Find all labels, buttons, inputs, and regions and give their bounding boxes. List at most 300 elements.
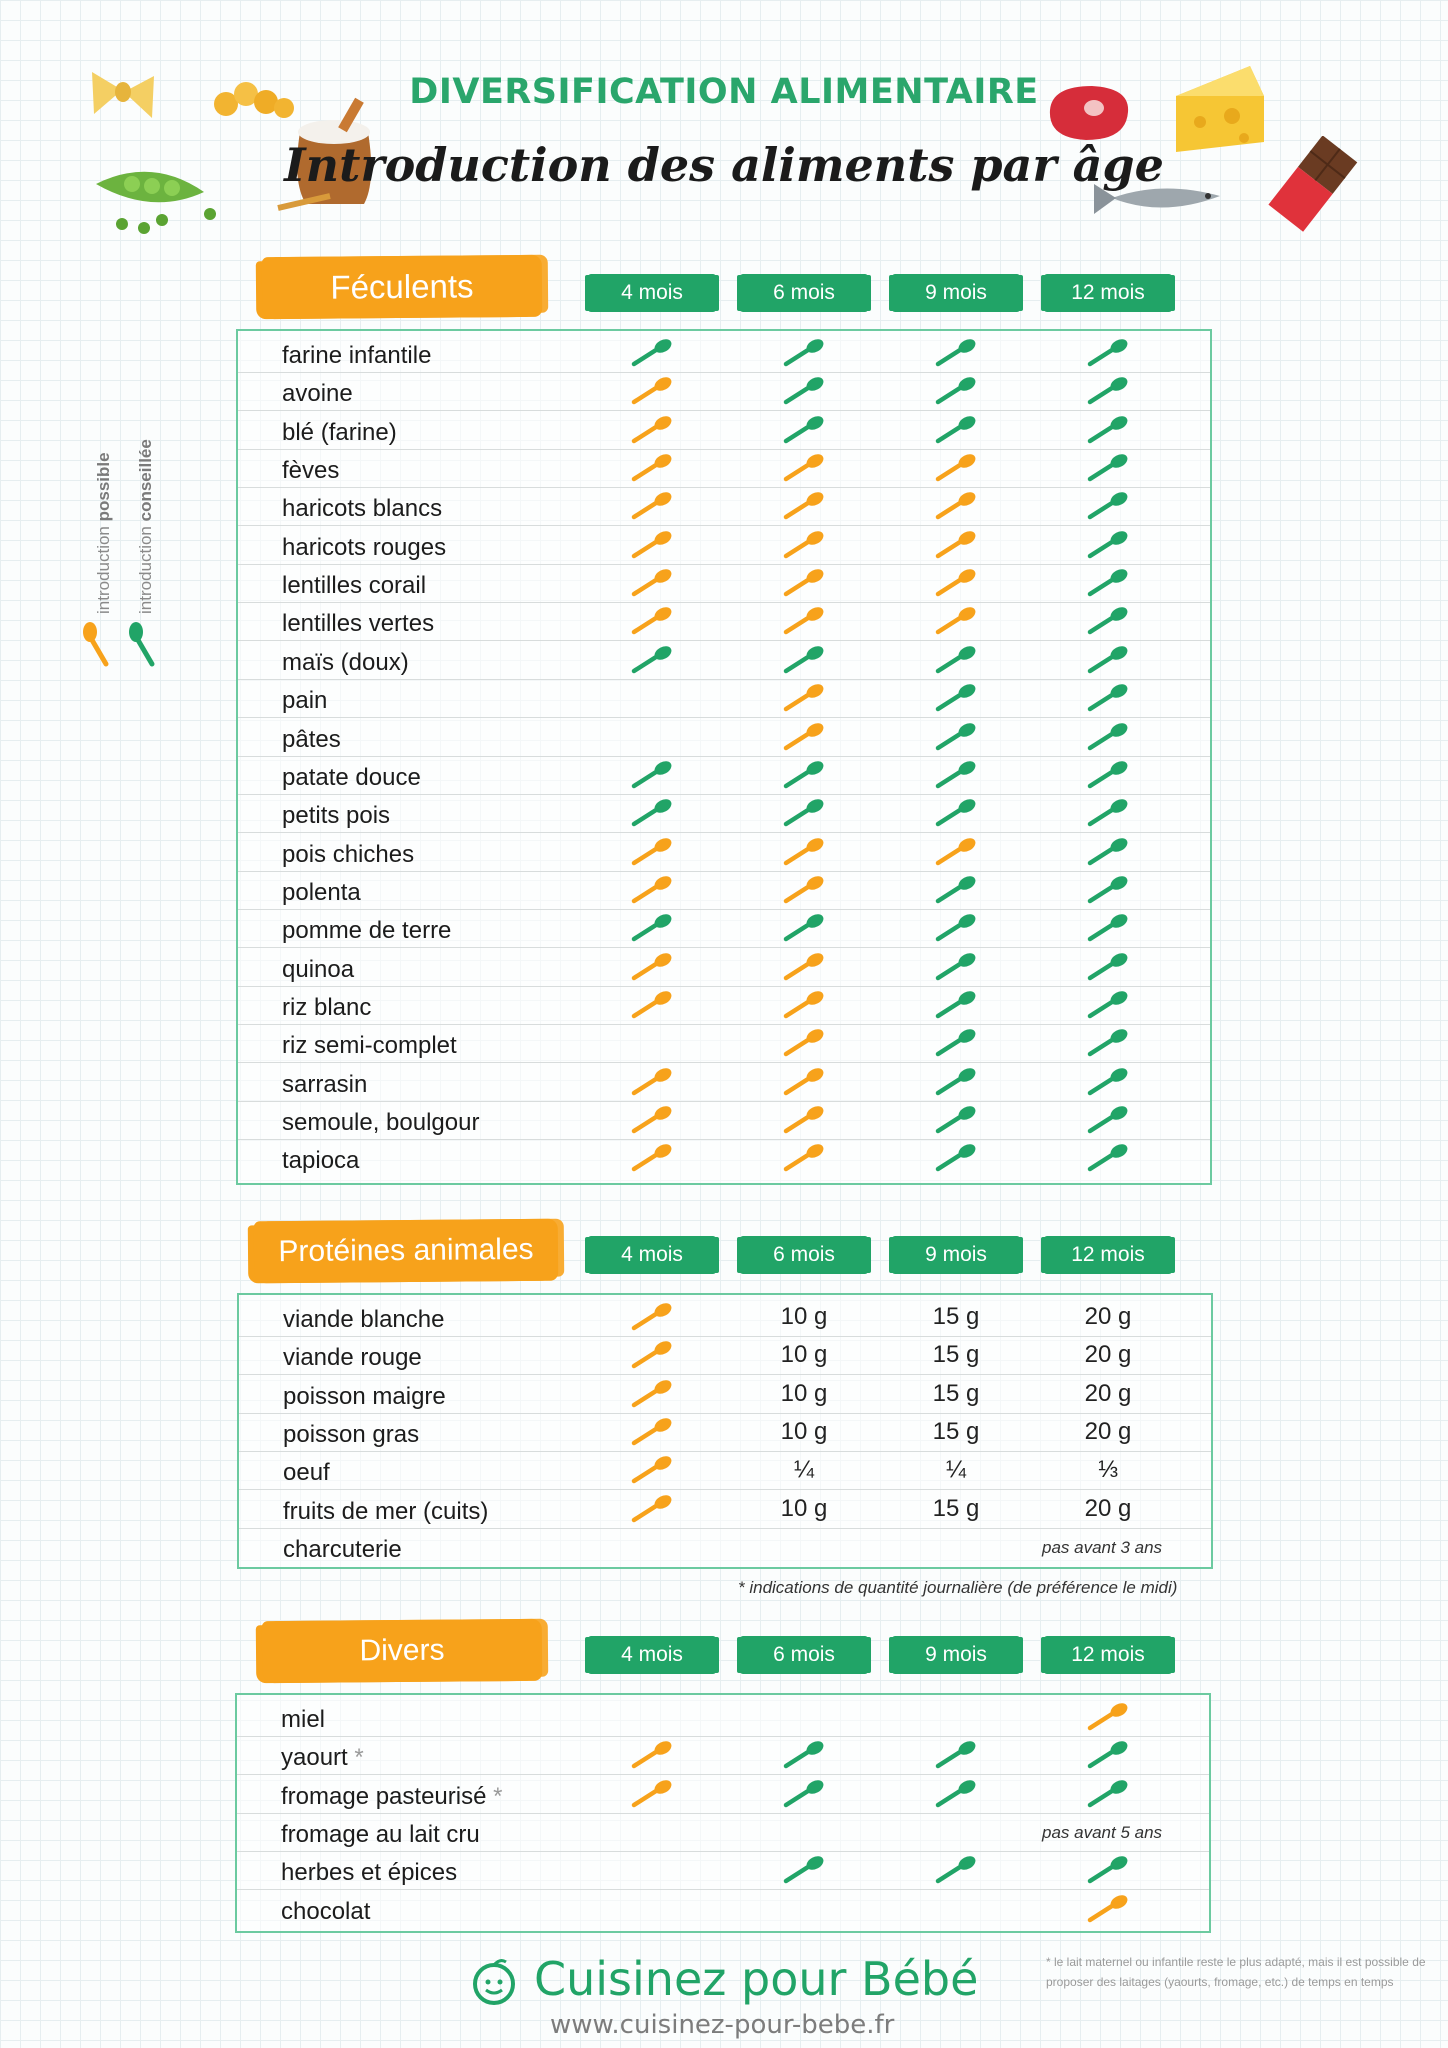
cell-12-mois	[1068, 1024, 1148, 1062]
green-spoon-icon	[629, 798, 675, 828]
orange-spoon-icon	[933, 837, 979, 867]
food-label: petits pois	[282, 802, 391, 830]
green-spoon-icon	[781, 338, 827, 368]
cell-12-mois	[1068, 756, 1148, 794]
cell-9-mois	[916, 449, 996, 487]
orange-spoon-icon	[933, 606, 979, 636]
food-label: farine infantile	[282, 342, 432, 369]
orange-spoon-icon	[781, 1143, 827, 1173]
cell-6-mois	[764, 411, 844, 449]
food-label: chocolat	[281, 1897, 371, 1925]
green-spoon-icon	[933, 1067, 979, 1097]
orange-spoon-icon	[781, 453, 827, 483]
footer-note: * le lait maternel ou infantile reste le plus adapté, mais il est possible de proposer des laitages (yaourts, fromage, etc.) de temps en temps	[1046, 1955, 1426, 1989]
cell-6-mois	[764, 756, 844, 794]
orange-spoon-icon	[781, 1105, 827, 1135]
green-spoon-icon	[1085, 760, 1131, 790]
orange-spoon-icon	[781, 952, 827, 982]
green-spoon-icon	[1085, 453, 1131, 483]
green-spoon-icon	[1085, 1855, 1131, 1885]
orange-spoon-icon	[933, 568, 979, 598]
cell-6-mois	[764, 334, 844, 372]
column-header-6-mois: 6 mois	[740, 1636, 868, 1674]
cell-4-mois	[612, 1139, 692, 1177]
table-row	[239, 1336, 1211, 1375]
section-title-feculents: Féculents	[262, 255, 543, 319]
table-row	[237, 1813, 1209, 1852]
food-label: charcuterie	[283, 1536, 402, 1564]
orange-spoon-icon	[781, 722, 827, 752]
green-spoon-icon	[629, 338, 675, 368]
green-spoon-icon	[781, 760, 827, 790]
cell-6-mois: ¼	[793, 1456, 814, 1484]
green-spoon-icon	[1085, 568, 1131, 598]
green-spoon-icon	[933, 990, 979, 1020]
cell-12-mois: 20 g	[1084, 1303, 1132, 1330]
table-row	[239, 1375, 1211, 1414]
cell-9-mois	[916, 1139, 996, 1177]
cell-12-mois	[1068, 372, 1148, 410]
orange-spoon-icon	[629, 1105, 675, 1135]
cell-4-mois	[612, 1063, 692, 1101]
green-spoon-icon	[933, 1105, 979, 1135]
table-row	[239, 1298, 1211, 1337]
cell-9-mois	[916, 487, 996, 525]
footnote-star: *	[347, 1744, 364, 1772]
cell-12-mois: 20 g	[1084, 1341, 1132, 1369]
cell-6-mois: 10 g	[780, 1418, 828, 1446]
green-spoon-icon	[1085, 683, 1131, 713]
table-row	[237, 1736, 1209, 1775]
cell-4-mois	[612, 1336, 692, 1374]
green-spoon-icon	[1085, 798, 1131, 828]
cell-9-mois	[916, 1736, 996, 1774]
food-label: poisson maigre	[283, 1382, 446, 1410]
cell-4-mois	[612, 411, 692, 449]
cell-12-mois	[1068, 948, 1148, 986]
cell-12-mois: 20 g	[1084, 1379, 1132, 1407]
green-spoon-icon	[1085, 1105, 1131, 1135]
orange-spoon-icon	[629, 1455, 675, 1485]
orange-spoon-icon	[629, 990, 675, 1020]
food-label: sarrasin	[282, 1070, 368, 1098]
cell-12-mois	[1068, 833, 1148, 871]
cell-6-mois: 10 g	[780, 1494, 828, 1522]
cell-6-mois	[764, 948, 844, 986]
table-row	[238, 372, 1210, 411]
cell-12-mois	[1068, 411, 1148, 449]
cell-9-mois	[916, 718, 996, 756]
cell-12-mois	[1068, 334, 1148, 372]
cell-4-mois	[612, 756, 692, 794]
cell-12-mois	[1068, 487, 1148, 525]
green-spoon-icon	[933, 760, 979, 790]
cell-9-mois	[916, 564, 996, 602]
cell-9-mois: 15 g	[932, 1379, 980, 1407]
green-spoon-icon	[933, 952, 979, 982]
column-header-4-mois: 4 mois	[588, 274, 716, 312]
cell-6-mois	[764, 526, 844, 564]
cell-6-mois	[764, 1024, 844, 1062]
orange-spoon-icon	[781, 837, 827, 867]
cell-6-mois	[764, 833, 844, 871]
cell-12-mois	[1068, 1736, 1148, 1774]
green-spoon-icon	[1085, 1143, 1131, 1173]
green-spoon-icon	[933, 1855, 979, 1885]
food-label: yaourt *	[281, 1744, 364, 1772]
green-spoon-icon	[933, 683, 979, 713]
food-label: lentilles corail	[282, 572, 427, 600]
orange-spoon-icon	[781, 683, 827, 713]
orange-spoon-icon	[933, 491, 979, 521]
cell-4-mois	[612, 372, 692, 410]
cell-12-mois	[1068, 909, 1148, 947]
orange-spoon-icon	[629, 415, 675, 445]
cell-12-mois	[1068, 679, 1148, 717]
cell-4-mois	[612, 487, 692, 525]
column-header-9-mois: 9 mois	[892, 1636, 1020, 1674]
orange-spoon-icon	[629, 1417, 675, 1447]
green-spoon-icon	[1085, 952, 1131, 982]
table-row	[238, 833, 1210, 872]
orange-spoon-icon	[629, 1494, 675, 1524]
cell-12-mois	[1068, 1063, 1148, 1101]
cell-4-mois	[612, 1298, 692, 1336]
cell-4-mois	[612, 1736, 692, 1774]
orange-spoon-icon	[629, 530, 675, 560]
food-label: avoine	[282, 380, 353, 408]
cell-4-mois	[612, 1413, 692, 1451]
orange-spoon-icon	[629, 875, 675, 905]
cell-9-mois	[916, 948, 996, 986]
table-row	[238, 756, 1210, 795]
green-spoon-icon	[629, 913, 675, 943]
table-row	[238, 641, 1210, 680]
food-label: miel	[281, 1706, 326, 1733]
green-spoon-icon	[933, 1028, 979, 1058]
cell-6-mois	[764, 602, 844, 640]
green-spoon-icon	[933, 415, 979, 445]
food-label: viande blanche	[283, 1306, 445, 1333]
table-row	[238, 679, 1210, 718]
cell-6-mois	[764, 641, 844, 679]
cell-4-mois	[612, 526, 692, 564]
orange-spoon-icon	[629, 952, 675, 982]
row-note: pas avant 5 ans	[1042, 1823, 1163, 1843]
green-spoon-icon	[1085, 530, 1131, 560]
cell-6-mois	[764, 986, 844, 1024]
proteines-table	[237, 1293, 1213, 1569]
food-label: riz blanc	[282, 993, 372, 1021]
cell-12-mois	[1068, 1139, 1148, 1177]
green-spoon-icon	[629, 760, 675, 790]
cell-9-mois	[916, 833, 996, 871]
food-label: lentilles vertes	[282, 610, 435, 638]
table-row	[239, 1451, 1211, 1490]
cell-4-mois	[612, 641, 692, 679]
orange-spoon-icon	[629, 1302, 675, 1332]
page-subtitle: Introduction des aliments par âge	[284, 138, 1164, 192]
cell-4-mois	[612, 794, 692, 832]
table-row	[238, 1101, 1210, 1140]
orange-spoon-icon	[629, 568, 675, 598]
cell-4-mois	[612, 449, 692, 487]
cell-6-mois	[764, 679, 844, 717]
cell-12-mois	[1068, 526, 1148, 564]
cell-9-mois: ¼	[945, 1456, 966, 1484]
green-spoon-icon	[1085, 1028, 1131, 1058]
column-header-4-mois: 4 mois	[588, 1636, 716, 1674]
cell-6-mois	[764, 487, 844, 525]
green-spoon-icon	[629, 645, 675, 675]
orange-spoon-icon	[781, 875, 827, 905]
table-row	[238, 1139, 1210, 1177]
table-row	[238, 564, 1210, 603]
column-header-6-mois: 6 mois	[740, 274, 868, 312]
cell-12-mois	[1068, 1101, 1148, 1139]
legend-possible: introduction possible	[94, 452, 113, 614]
table-row	[238, 948, 1210, 987]
cell-6-mois: 10 g	[780, 1303, 828, 1330]
cell-9-mois	[916, 1775, 996, 1813]
food-label: maïs (doux)	[282, 648, 409, 676]
orange-spoon-icon	[933, 530, 979, 560]
cell-9-mois	[916, 602, 996, 640]
green-spoon-icon	[1085, 645, 1131, 675]
feculents-table	[236, 329, 1212, 1185]
table-row	[239, 1528, 1211, 1566]
cell-9-mois: 15 g	[932, 1341, 980, 1369]
food-label: fèves	[282, 457, 340, 485]
column-header-4-mois: 4 mois	[588, 1236, 716, 1274]
green-spoon-icon	[781, 376, 827, 406]
orange-spoon-icon	[781, 990, 827, 1020]
table-row	[238, 1024, 1210, 1063]
green-spoon-icon	[1085, 1779, 1131, 1809]
green-spoon-icon	[1085, 491, 1131, 521]
brand-logo-icon	[470, 1956, 524, 2010]
cell-4-mois	[612, 1451, 692, 1489]
orange-spoon-icon	[781, 491, 827, 521]
food-label: herbes et épices	[281, 1859, 458, 1887]
table-row	[238, 334, 1210, 373]
cell-9-mois	[916, 871, 996, 909]
cell-6-mois	[764, 871, 844, 909]
green-spoon-icon	[1085, 606, 1131, 636]
divers-table	[235, 1693, 1211, 1933]
cell-9-mois	[916, 1101, 996, 1139]
food-label: pomme de terre	[282, 917, 452, 945]
column-header-12-mois: 12 mois	[1044, 1636, 1172, 1674]
cell-4-mois	[612, 1490, 692, 1528]
green-spoon-icon	[933, 376, 979, 406]
green-spoon-icon	[933, 645, 979, 675]
food-label: fromage pasteurisé *	[281, 1782, 503, 1810]
row-note: pas avant 3 ans	[1042, 1538, 1163, 1558]
orange-spoon-icon	[933, 453, 979, 483]
table-row	[238, 602, 1210, 641]
table-row	[238, 986, 1210, 1025]
cell-9-mois	[916, 986, 996, 1024]
green-spoon-icon	[933, 798, 979, 828]
table-row	[238, 909, 1210, 948]
section-title-proteines: Protéines animales	[254, 1219, 559, 1284]
food-label: blé (farine)	[282, 418, 397, 446]
green-spoon-icon	[1085, 1740, 1131, 1770]
cell-12-mois	[1068, 1851, 1148, 1889]
food-label: haricots blancs	[282, 495, 443, 523]
green-spoon-icon	[933, 338, 979, 368]
green-spoon-icon	[1085, 875, 1131, 905]
column-header-12-mois: 12 mois	[1044, 1236, 1172, 1274]
green-spoon-icon	[933, 722, 979, 752]
cell-12-mois	[1068, 449, 1148, 487]
table-row	[238, 487, 1210, 526]
cell-6-mois	[764, 449, 844, 487]
orange-spoon-icon	[781, 568, 827, 598]
orange-spoon-icon	[629, 1779, 675, 1809]
green-spoon-icon	[933, 1740, 979, 1770]
green-spoon-icon	[1085, 990, 1131, 1020]
green-spoon-icon	[781, 913, 827, 943]
cell-9-mois	[916, 1024, 996, 1062]
cell-6-mois	[764, 909, 844, 947]
footer-url[interactable]: www.cuisinez-pour-bebe.fr	[550, 2010, 895, 2040]
food-label: polenta	[282, 878, 361, 906]
food-label: tapioca	[282, 1147, 360, 1175]
footer-brand: Cuisinez pour Bébé	[534, 1952, 979, 2006]
table-row	[238, 1063, 1210, 1102]
food-label: fruits de mer (cuits)	[283, 1497, 489, 1525]
cell-6-mois	[764, 794, 844, 832]
table-row	[239, 1490, 1211, 1529]
green-spoon-icon	[126, 622, 160, 668]
proteines-footnote: * indications de quantité journalière (de préférence le midi)	[738, 1578, 1178, 1597]
cell-9-mois: 15 g	[932, 1494, 980, 1522]
orange-spoon-icon	[629, 1740, 675, 1770]
legend-conseillee: introduction conseillée	[136, 439, 155, 614]
cell-9-mois	[916, 909, 996, 947]
table-row	[238, 718, 1210, 757]
cell-12-mois	[1068, 1890, 1148, 1928]
orange-spoon-icon	[1085, 1702, 1131, 1732]
cell-6-mois: 10 g	[780, 1379, 828, 1407]
cell-9-mois	[916, 679, 996, 717]
green-spoon-icon	[781, 1855, 827, 1885]
cell-12-mois: ⅓	[1097, 1456, 1118, 1484]
orange-spoon-icon	[629, 837, 675, 867]
green-spoon-icon	[933, 913, 979, 943]
section-title-divers: Divers	[262, 1619, 543, 1683]
cell-6-mois	[764, 718, 844, 756]
cell-4-mois	[612, 833, 692, 871]
orange-spoon-icon	[1085, 1894, 1131, 1924]
green-spoon-icon	[781, 645, 827, 675]
green-spoon-icon	[933, 1143, 979, 1173]
cell-9-mois	[916, 794, 996, 832]
cell-12-mois	[1068, 986, 1148, 1024]
table-row	[237, 1851, 1209, 1890]
cell-12-mois	[1068, 564, 1148, 602]
cell-4-mois	[612, 1101, 692, 1139]
orange-spoon-icon	[629, 491, 675, 521]
table-row	[239, 1413, 1211, 1452]
cell-12-mois: 20 g	[1084, 1418, 1132, 1446]
cell-12-mois	[1068, 1698, 1148, 1736]
table-row	[237, 1890, 1209, 1928]
table-row	[237, 1698, 1209, 1737]
column-header-12-mois: 12 mois	[1044, 274, 1172, 312]
cell-6-mois	[764, 1139, 844, 1177]
cell-9-mois	[916, 641, 996, 679]
green-spoon-icon	[933, 875, 979, 905]
cell-6-mois	[764, 1101, 844, 1139]
orange-spoon-icon	[629, 1340, 675, 1370]
cell-9-mois	[916, 372, 996, 410]
food-label: pâtes	[282, 725, 341, 753]
table-row	[238, 449, 1210, 488]
cell-4-mois	[612, 871, 692, 909]
orange-spoon-icon	[629, 376, 675, 406]
orange-spoon-icon	[781, 1067, 827, 1097]
footnote-star: *	[486, 1782, 503, 1810]
column-header-9-mois: 9 mois	[892, 274, 1020, 312]
cell-6-mois	[764, 1775, 844, 1813]
cell-4-mois	[612, 564, 692, 602]
cell-6-mois	[764, 1063, 844, 1101]
green-spoon-icon	[1085, 913, 1131, 943]
green-spoon-icon	[1085, 837, 1131, 867]
food-label: viande rouge	[283, 1344, 422, 1372]
green-spoon-icon	[1085, 1067, 1131, 1097]
cell-4-mois	[612, 986, 692, 1024]
cell-4-mois	[612, 1775, 692, 1813]
food-label: quinoa	[282, 955, 355, 983]
cell-4-mois	[612, 334, 692, 372]
orange-spoon-icon	[629, 453, 675, 483]
table-row	[237, 1775, 1209, 1814]
orange-spoon-icon	[781, 606, 827, 636]
green-spoon-icon	[1085, 722, 1131, 752]
green-spoon-icon	[781, 1740, 827, 1770]
cell-6-mois	[764, 1851, 844, 1889]
food-label: poisson gras	[283, 1421, 420, 1449]
cell-6-mois	[764, 372, 844, 410]
cell-4-mois	[612, 909, 692, 947]
cell-12-mois	[1068, 602, 1148, 640]
cell-9-mois: 15 g	[932, 1418, 980, 1446]
cell-9-mois: 15 g	[932, 1303, 980, 1330]
food-label: semoule, boulgour	[282, 1109, 480, 1136]
cell-9-mois	[916, 1851, 996, 1889]
cell-4-mois	[612, 1375, 692, 1413]
cell-4-mois	[612, 602, 692, 640]
orange-spoon-icon	[629, 1379, 675, 1409]
green-spoon-icon	[1085, 376, 1131, 406]
orange-spoon-icon	[629, 1143, 675, 1173]
cell-12-mois	[1068, 718, 1148, 756]
cell-12-mois	[1068, 794, 1148, 832]
cell-6-mois	[764, 1736, 844, 1774]
food-label: riz semi-complet	[282, 1032, 457, 1060]
cell-12-mois	[1068, 1775, 1148, 1813]
green-spoon-icon	[781, 798, 827, 828]
cell-6-mois	[764, 564, 844, 602]
orange-spoon-icon	[781, 530, 827, 560]
orange-spoon-icon	[80, 622, 114, 668]
column-header-6-mois: 6 mois	[740, 1236, 868, 1274]
cell-4-mois	[612, 948, 692, 986]
